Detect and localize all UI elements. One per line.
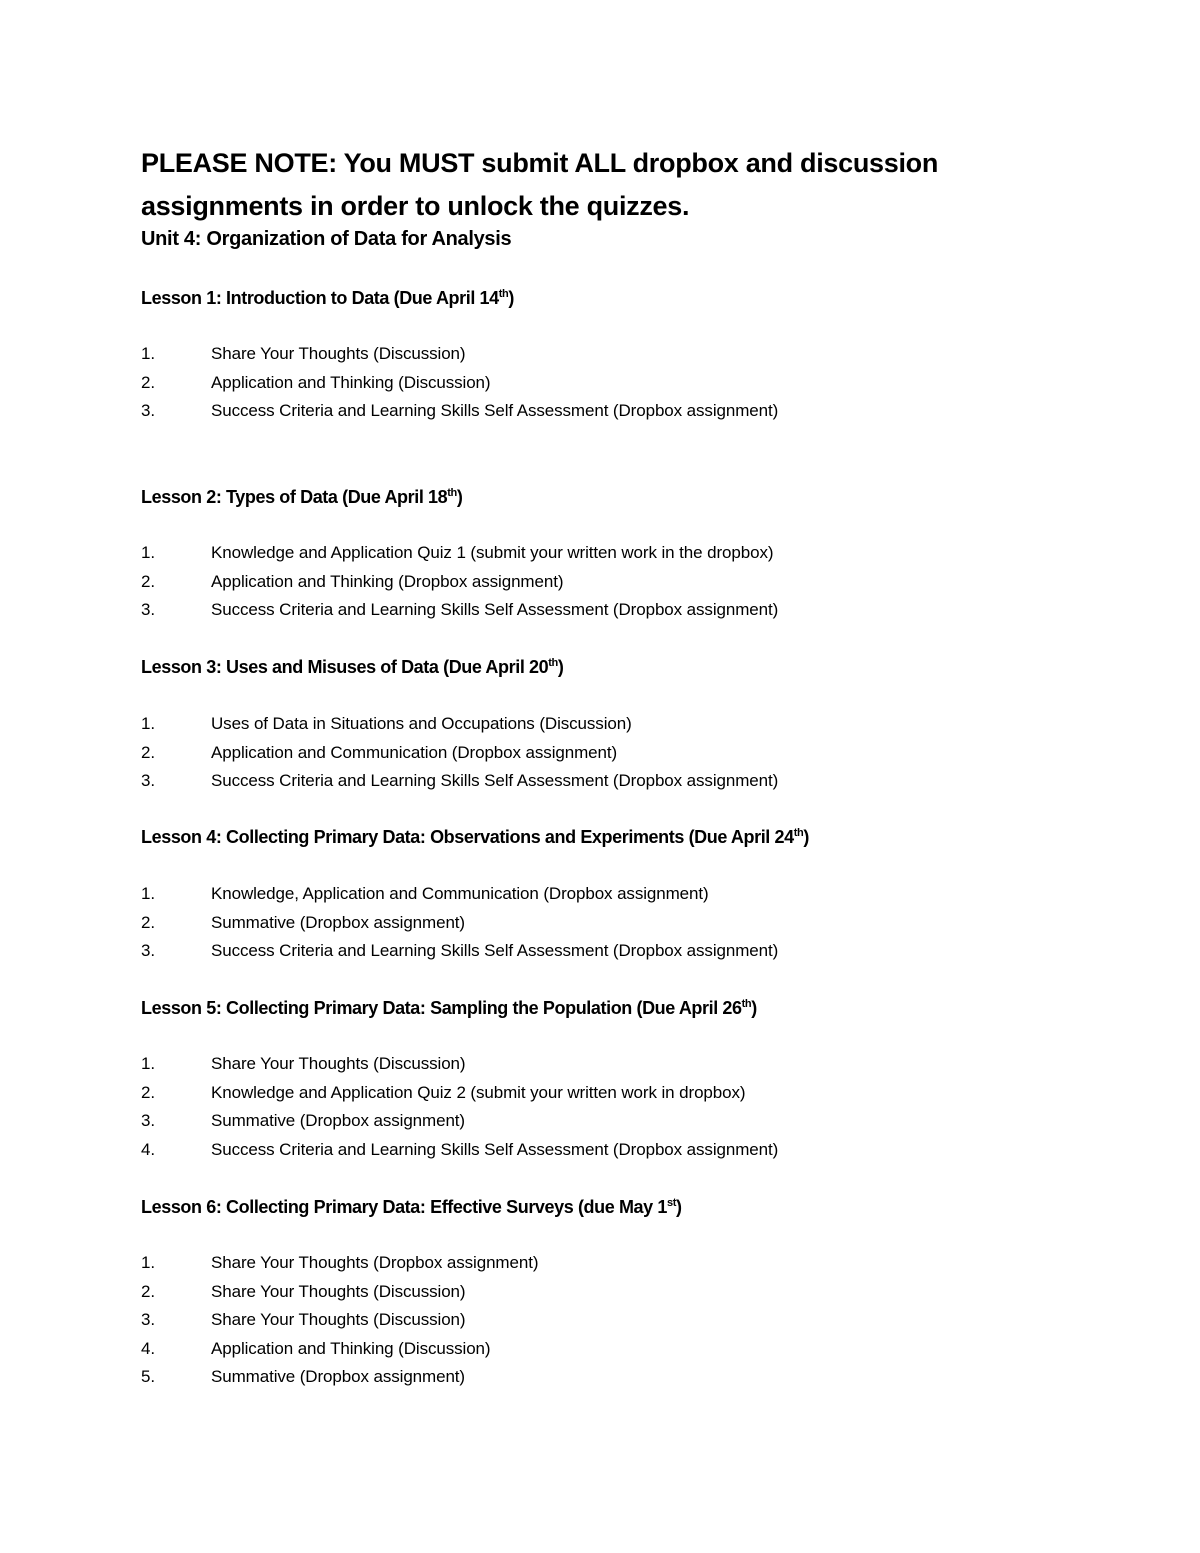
item-text: Share Your Thoughts (Discussion): [211, 1281, 466, 1301]
lesson-6-heading-text: Lesson 6: Collecting Primary Data: Effective Surveys (due May 1: [141, 1197, 667, 1217]
item-number: 1.: [141, 543, 155, 562]
item-number: 1.: [141, 1253, 155, 1272]
item-number: 2.: [141, 912, 155, 932]
item-number: 4.: [141, 1338, 155, 1358]
item-number: 2.: [141, 1281, 155, 1301]
item-text: Summative (Dropbox assignment): [211, 912, 465, 932]
lesson-2-heading-suffix: th: [447, 487, 457, 499]
item-text: Knowledge, Application and Communication (Dropbox assignment): [211, 884, 709, 903]
item-text: Success Criteria and Learning Skills Self Assessment (Dropbox assignment): [211, 941, 779, 960]
item-number: 1.: [141, 1054, 155, 1073]
item-text: Knowledge and Application Quiz 1 (submit your written work in the dropbox): [211, 543, 774, 562]
item-number: 3.: [141, 771, 155, 790]
unit-title: Unit 4: Organization of Data for Analysis: [141, 228, 512, 250]
item-number: 2.: [141, 372, 155, 392]
item-number: 3.: [141, 1310, 155, 1329]
item-text: Application and Thinking (Discussion): [211, 1338, 491, 1358]
item-number: 2.: [141, 1082, 155, 1102]
item-text: Summative (Dropbox assignment): [211, 1111, 465, 1130]
lesson-1-heading-suffix: th: [498, 288, 509, 300]
item-text: Success Criteria and Learning Skills Self Assessment (Dropbox assignment): [211, 771, 779, 790]
item-text: Success Criteria and Learning Skills Self Assessment (Dropbox assignment): [211, 1139, 779, 1159]
item-number: 1.: [141, 884, 155, 903]
item-number: 2.: [141, 571, 155, 591]
lesson-3-heading-close: ): [557, 657, 564, 677]
lesson-3-heading: [141, 654, 563, 680]
item-text: Share Your Thoughts (Discussion): [211, 1310, 466, 1329]
lesson-6-heading-close: ): [675, 1197, 682, 1217]
lesson-5-heading-close: ): [751, 998, 757, 1018]
item-number: 1.: [141, 714, 155, 733]
item-text: Share Your Thoughts (Dropbox assignment): [211, 1253, 539, 1272]
item-text: Success Criteria and Learning Skills Self Assessment (Dropbox assignment): [211, 401, 779, 420]
lesson-5-heading-suffix: th: [741, 998, 752, 1010]
lesson-2-heading-text: Lesson 2: Types of Data (Due April 18: [141, 487, 448, 507]
lesson-4-heading-close: ): [803, 827, 809, 847]
item-number: 5.: [141, 1367, 155, 1386]
lesson-2-heading: [141, 484, 462, 510]
item-number: 1.: [141, 344, 155, 363]
lesson-4-heading-text: Lesson 4: Collecting Primary Data: Observations and Experiments (Due April 24: [141, 827, 794, 847]
lesson-6-heading: [141, 1194, 682, 1220]
item-text: Application and Thinking (Dropbox assignment): [211, 571, 564, 591]
lesson-4-heading: [141, 824, 809, 850]
item-number: 3.: [141, 600, 155, 619]
item-text: Application and Communication (Dropbox assignment): [211, 742, 618, 762]
item-text: Summative (Dropbox assignment): [211, 1367, 465, 1386]
lesson-1-heading-close: ): [508, 288, 514, 308]
item-text: Knowledge and Application Quiz 2 (submit your written work in dropbox): [211, 1082, 746, 1102]
item-text: Share Your Thoughts (Discussion): [211, 344, 466, 363]
item-number: 4.: [141, 1139, 155, 1159]
lesson-1-heading: [141, 285, 514, 311]
lesson-3-heading-text: Lesson 3: Uses and Misuses of Data (Due April 20: [141, 657, 549, 677]
item-number: 3.: [141, 941, 155, 960]
item-text: Success Criteria and Learning Skills Self Assessment (Dropbox assignment): [211, 600, 779, 619]
item-text: Share Your Thoughts (Discussion): [211, 1054, 466, 1073]
lesson-5-heading: [141, 995, 757, 1021]
lesson-5-heading-text: Lesson 5: Collecting Primary Data: Sampling the Population (Due April 26: [141, 998, 742, 1018]
item-text: Uses of Data in Situations and Occupations (Discussion): [211, 714, 632, 733]
item-text: Application and Thinking (Discussion): [211, 372, 491, 392]
item-number: 3.: [141, 401, 155, 420]
lesson-4-heading-suffix: th: [793, 827, 804, 839]
item-number: 3.: [141, 1111, 155, 1130]
item-number: 2.: [141, 742, 155, 762]
lesson-3-heading-suffix: th: [548, 657, 558, 669]
lesson-1-heading-text: Lesson 1: Introduction to Data (Due April 14: [141, 288, 499, 308]
unlock-notice: PLEASE NOTE: You MUST submit ALL dropbox and discussion assignments in order to unlock the quizzes.: [141, 148, 939, 221]
lesson-6-heading-suffix: st: [667, 1197, 676, 1209]
lesson-2-heading-close: ): [456, 487, 463, 507]
